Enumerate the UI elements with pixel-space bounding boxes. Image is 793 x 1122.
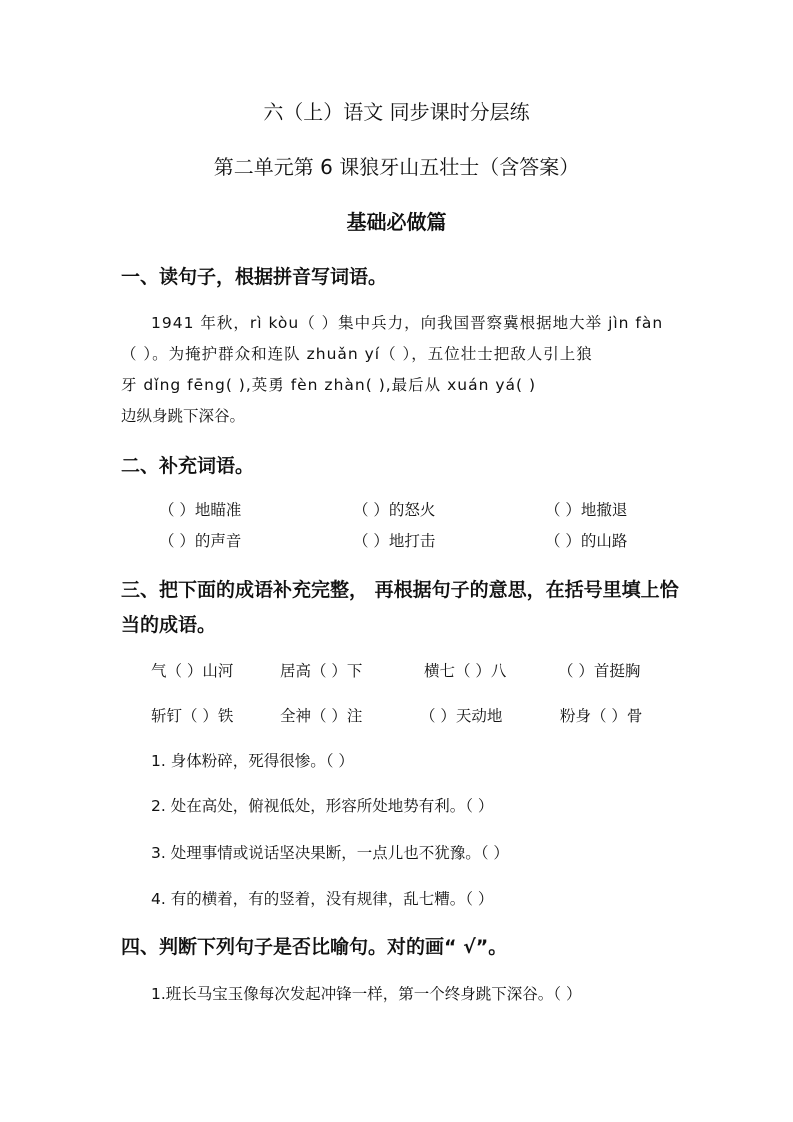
q2-item: （ ）的山路 xyxy=(545,532,628,550)
q1-line-4: 边纵身跳下深谷。 xyxy=(121,407,246,425)
q2-item: （ ）的声音 xyxy=(159,532,242,550)
q3-heading-cont: 当的成语。 xyxy=(121,614,217,636)
q1-line-1: 1941 年秋，rì kòu（ ）集中兵力，向我国晋察冀根据地大举 jìn fàn xyxy=(151,314,664,332)
q2-item: （ ）地撤退 xyxy=(545,501,628,519)
q3-sentence: 4. 有的横着，有的竖着，没有规律，乱七糟。（ ） xyxy=(151,890,494,908)
section-title: 基础必做篇 xyxy=(346,210,447,234)
idiom-blank: （ ）天动地 xyxy=(420,707,503,725)
idiom-blank: （ ）首挺胸 xyxy=(558,662,641,680)
idiom-blank: 横七（ ）八 xyxy=(424,662,507,680)
page-title: 六（上）语文 同步课时分层练 xyxy=(263,100,530,124)
idiom-blank: 斩钉（ ）铁 xyxy=(151,707,234,725)
q3-sentence: 1. 身体粉碎，死得很惨。（ ） xyxy=(151,752,354,770)
idiom-blank: 粉身（ ）骨 xyxy=(560,707,643,725)
q3-sentence: 2. 处在高处，俯视低处，形容所处地势有利。（ ） xyxy=(151,797,494,815)
lesson-subtitle: 第二单元第 6 课狼牙山五壮士（含答案） xyxy=(213,155,580,179)
q1-line-3: 牙 dǐng fēng( ),英勇 fèn zhàn( ),最后从 xuán yá( ) xyxy=(121,376,537,394)
q2-heading: 二、补充词语。 xyxy=(121,455,255,477)
q4-sentence: 1.班长马宝玉像每次发起冲锋一样，第一个终身跳下深谷。（ ） xyxy=(151,985,582,1003)
idiom-blank: 居高（ ）下 xyxy=(280,662,363,680)
q3-heading: 三、把下面的成语补充完整， 再根据句子的意思，在括号里填上恰 xyxy=(121,579,679,601)
q4-heading: 四、判断下列句子是否比喻句。对的画“ √”。 xyxy=(121,936,508,958)
q3-sentence: 3. 处理事情或说话坚决果断，一点儿也不犹豫。（ ） xyxy=(151,844,509,862)
q2-item: （ ）地打击 xyxy=(353,532,436,550)
q2-item: （ ）地瞄准 xyxy=(159,501,242,519)
idiom-blank: 气（ ）山河 xyxy=(151,662,234,680)
q1-heading: 一、读句子，根据拼音写词语。 xyxy=(121,266,388,288)
q1-line-2: （ ）。为掩护群众和连队 zhuǎn yí（ ），五位壮士把敌人引上狼 xyxy=(121,345,593,363)
idiom-blank: 全神（ ）注 xyxy=(280,707,363,725)
q2-item: （ ）的怒火 xyxy=(353,501,436,519)
